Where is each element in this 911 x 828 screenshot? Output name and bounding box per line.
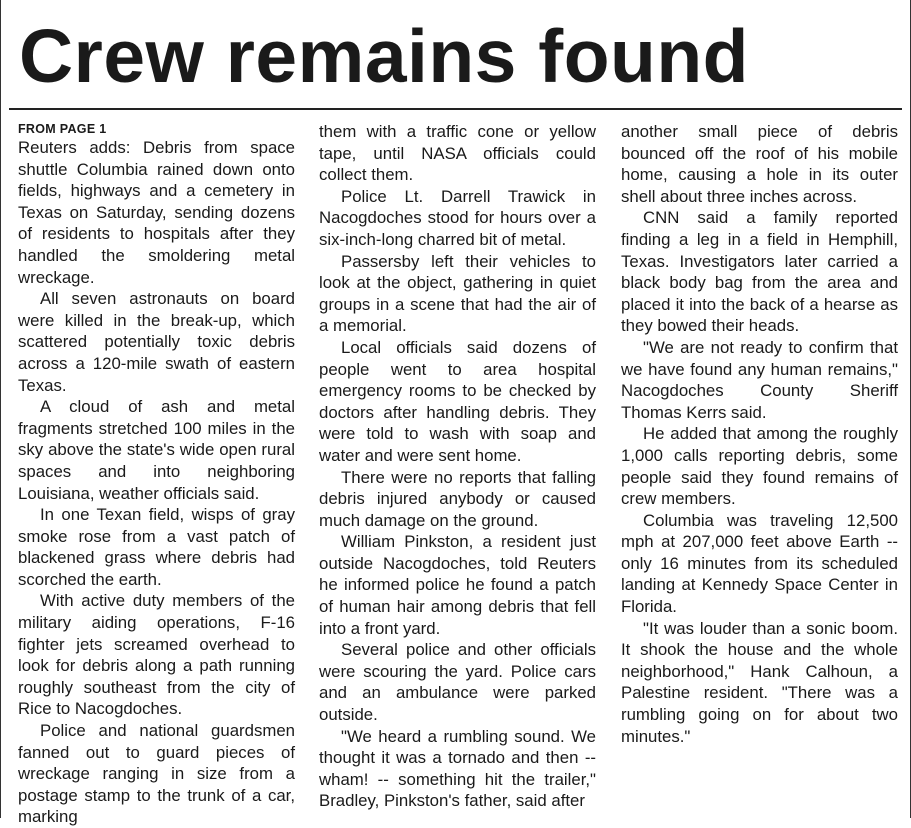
paragraph: All seven astronauts on board were killed in the break-up, which scattered potentially toxic debris across a 120-mile swath of eastern Texas. [18, 289, 295, 395]
paragraph: another small piece of debris bounced off the roof of his mobile home, causing a hole in its outer shell about three inches across. [621, 122, 898, 206]
paragraph: Police Lt. Darrell Trawick in Nacogdoches stood for hours over a six-inch-long charred bit of metal. [319, 186, 596, 249]
paragraph: A cloud of ash and metal fragments stretched 100 miles in the sky above the state's wide open rural spaces and into neighboring Louisiana, weather officials said. [18, 397, 295, 503]
paragraph: Several police and other officials were scouring the yard. Police cars and an ambulance were parked outside. [319, 640, 596, 725]
paragraph: With active duty members of the military aiding operations, F-16 fighter jets screamed overhead to look for debris along a path running roughly southeast from the city of Rice to Nacogdoches. [18, 591, 295, 719]
headline-divider [9, 108, 902, 110]
paragraph: He added that among the roughly 1,000 calls reporting debris, some people said they found remains of crew members. [621, 424, 898, 509]
headline: Crew remains found [19, 14, 749, 98]
kicker: FROM PAGE 1 [18, 122, 107, 136]
paragraph: In one Texan field, wisps of gray smoke rose from a vast patch of blackened grass where debris had scorched the earth. [18, 505, 295, 589]
paragraph: "We heard a rumbling sound. We thought it was a tornado and then -- wham! -- something hit the trailer," Bradley, Pinkston's father, said after [319, 726, 596, 811]
paragraph: "It was louder than a sonic boom. It shook the house and the whole neighborhood," Hank Calhoun, a Palestine resident. "There was a rumbling going on for about two minutes." [621, 618, 898, 746]
paragraph: CNN said a family reported finding a leg in a field in Hemphill, Texas. Investigators later carried a black body bag from the area and placed it into the back of a hearse as they bowed their heads. [621, 208, 898, 336]
article-column-2 [319, 121, 596, 812]
paragraph: William Pinkston, a resident just outside Nacogdoches, told Reuters he informed police he found a patch of human hair among debris that fell into a front yard. [319, 532, 596, 638]
article-column-3 [621, 121, 898, 747]
paragraph: Passersby left their vehicles to look at the object, gathering in quiet groups in a scene that had the air of a memorial. [319, 251, 596, 336]
paragraph: "We are not ready to confirm that we have found any human remains," Nacogdoches County Sheriff Thomas Kerrs said. [621, 337, 898, 422]
paragraph: Police and national guardsmen fanned out to guard pieces of wreckage ranging in size from a postage stamp to the trunk of a car, marking [18, 721, 295, 827]
paragraph: There were no reports that falling debris injured anybody or caused much damage on the ground. [319, 467, 596, 530]
paragraph: Reuters adds: Debris from space shuttle Columbia rained down onto fields, highways and a cemetery in Texas on Saturday, sending dozens of residents to hospitals after they handled the smoldering metal wreckage. [18, 138, 295, 287]
paragraph: Local officials said dozens of people went to area hospital emergency rooms to be checked by doctors after handling debris. They were told to wash with soap and water and were sent home. [319, 337, 596, 465]
paragraph: them with a traffic cone or yellow tape, until NASA officials could collect them. [319, 122, 596, 185]
paragraph: Columbia was traveling 12,500 mph at 207,000 feet above Earth -- only 16 minutes from its scheduled landing at Kennedy Space Center in Florida. [621, 510, 898, 617]
article-column-1 [18, 121, 295, 828]
